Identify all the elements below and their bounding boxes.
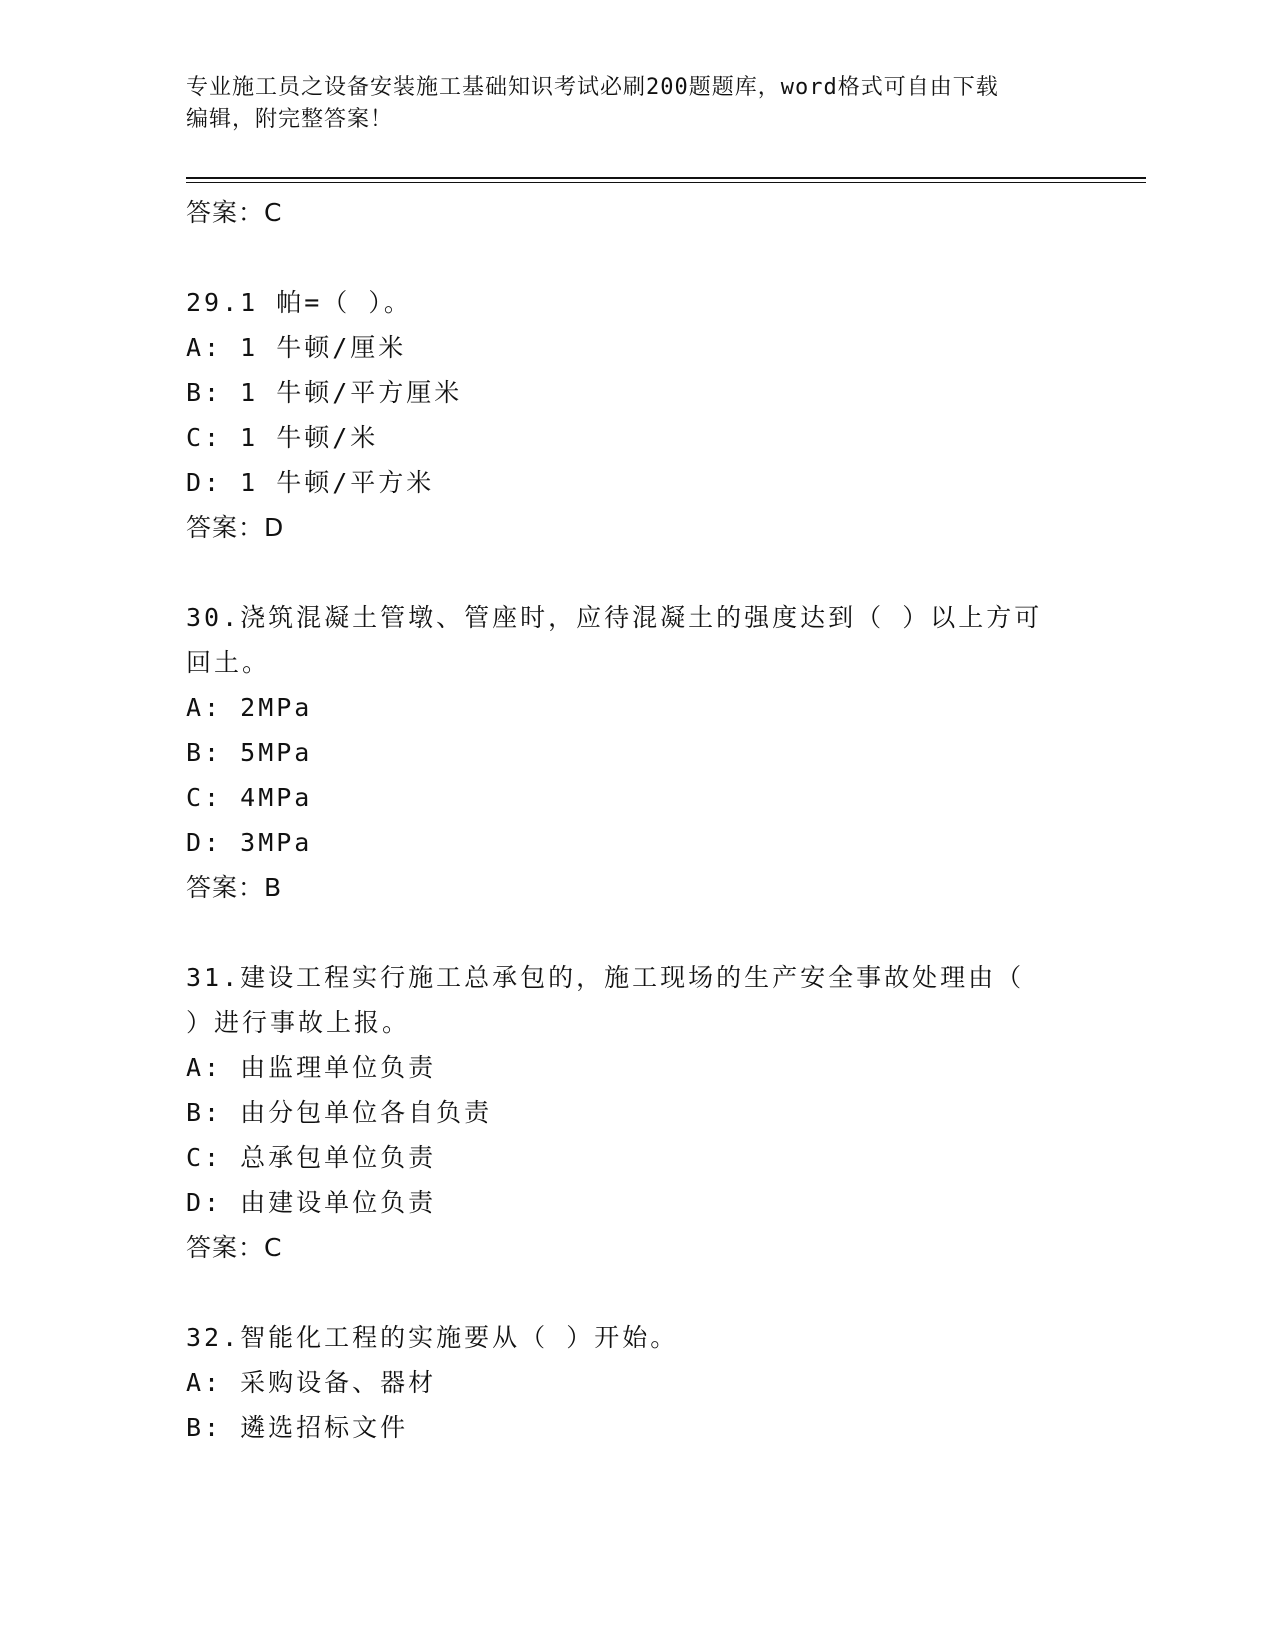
option-c: C: 总承包单位负责	[186, 1143, 437, 1172]
question-block	[186, 280, 1086, 550]
header-rule-thick	[186, 177, 1146, 179]
option-a: A: 由监理单位负责	[186, 1053, 437, 1082]
option-d: D: 由建设单位负责	[186, 1188, 437, 1217]
option-c: C: 4MPa	[186, 783, 313, 812]
question-stem: 30.浇筑混凝土管墩、管座时，应待混凝土的强度达到（ ）以上方可	[186, 603, 1043, 632]
option-d: D: 1 牛顿/平方米	[186, 468, 435, 497]
header-line-1: 专业施工员之设备安装施工基础知识考试必刷200题题库，word格式可自由下载	[186, 75, 999, 100]
option-a: A: 采购设备、器材	[186, 1368, 437, 1397]
option-b: B: 5MPa	[186, 738, 313, 767]
question-block	[186, 1315, 1086, 1450]
question-body	[186, 190, 1086, 1450]
option-b: B: 由分包单位各自负责	[186, 1098, 493, 1127]
question-stem-continued: ）进行事故上报。	[186, 1008, 411, 1037]
answer-line: 答案：D	[186, 513, 285, 542]
option-b: B: 1 牛顿/平方厘米	[186, 378, 463, 407]
spacer	[186, 235, 1086, 280]
answer-line: 答案：C	[186, 198, 283, 227]
header-rule-thin	[186, 182, 1146, 183]
answer-line: 答案：B	[186, 873, 283, 902]
question-stem: 31.建设工程实行施工总承包的，施工现场的生产安全事故处理由（	[186, 963, 1025, 992]
spacer	[186, 1270, 1086, 1315]
option-d: D: 3MPa	[186, 828, 313, 857]
question-block	[186, 955, 1086, 1270]
header-line-2: 编辑，附完整答案！	[186, 107, 394, 132]
option-b: B: 遴选招标文件	[186, 1413, 409, 1442]
option-c: C: 1 牛顿/米	[186, 423, 379, 452]
spacer	[186, 910, 1086, 955]
document-header	[186, 72, 1066, 136]
option-a: A: 1 牛顿/厘米	[186, 333, 407, 362]
option-a: A: 2MPa	[186, 693, 313, 722]
question-stem: 32.智能化工程的实施要从（ ）开始。	[186, 1323, 679, 1352]
answer-line: 答案：C	[186, 1233, 283, 1262]
question-stem-continued: 回土。	[186, 648, 271, 677]
question-block	[186, 595, 1086, 910]
spacer	[186, 550, 1086, 595]
question-stem: 29.1 帕=（ ）。	[186, 288, 412, 317]
